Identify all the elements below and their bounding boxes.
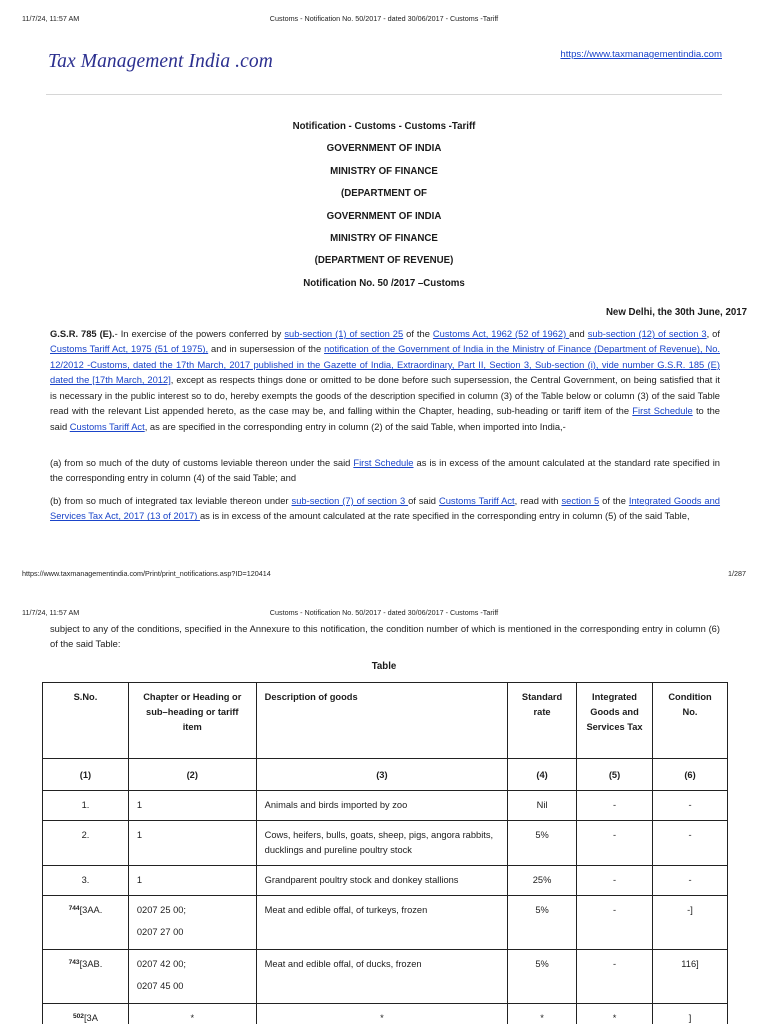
- col-header-standard-rate: Standard rate: [508, 683, 577, 759]
- link-section-5[interactable]: section 5: [561, 496, 600, 506]
- col-header-igst: Integrated Goods and Services Tax: [577, 683, 653, 759]
- site-url-link[interactable]: https://www.taxmanagementindia.com: [560, 49, 722, 60]
- cell-description: Animals and birds imported by zoo: [256, 791, 507, 821]
- site-logo[interactable]: Tax Management India .com: [48, 51, 273, 72]
- notification-heading: [0, 121, 768, 300]
- col-header-condition: Condition No.: [653, 683, 728, 759]
- cell-description: *: [256, 1004, 507, 1024]
- cell-rate: 5%: [508, 950, 577, 1004]
- cell-chapter: 1: [128, 791, 256, 821]
- link-customs-act[interactable]: Customs Act, 1962 (52 of 1962): [432, 329, 570, 339]
- page-number: 1/287: [728, 569, 746, 578]
- cell-igst: -: [577, 896, 653, 950]
- cell-condition: -: [653, 791, 728, 821]
- amendment-marker: 502: [72, 1013, 84, 1020]
- col-number: (2): [128, 759, 256, 791]
- header-divider: [46, 94, 722, 95]
- cell-igst: -: [577, 950, 653, 1004]
- print-title: Customs - Notification No. 50/2017 - dated 30/06/2017 - Customs -Tariff: [269, 14, 499, 23]
- cell-condition: -]: [653, 896, 728, 950]
- page-two: [0, 600, 768, 1024]
- heading-ministry-2: MINISTRY OF FINANCE: [330, 232, 438, 244]
- link-section-25[interactable]: sub-section (1) of section 25: [284, 329, 404, 339]
- cell-sno: 1.: [43, 791, 129, 821]
- link-customs-tariff-act-2[interactable]: Customs Tariff Act: [438, 496, 515, 506]
- cell-rate: *: [508, 1004, 577, 1024]
- cell-rate: 5%: [508, 821, 577, 866]
- link-customs-tariff-act-1975[interactable]: Customs Tariff Act, 1975 (51 of 1975),: [50, 344, 209, 355]
- col-number: (3): [256, 759, 507, 791]
- heading-dept: (DEPARTMENT OF: [341, 188, 427, 200]
- cell-sno: $^{743}$[3AB.: [43, 950, 129, 1004]
- cell-condition: ]: [653, 1004, 728, 1024]
- heading-ministry: MINISTRY OF FINANCE: [330, 165, 438, 177]
- paragraph-clause-a: (a) from so much of the duty of customs leviable thereon under the said First Schedule as is in excess of the amount calculated at the standard rate specified in the corresponding entry in column (4) of the said Table; and: [50, 458, 720, 484]
- cell-igst: -: [577, 821, 653, 866]
- print-header: [22, 14, 746, 24]
- print-title-2: Customs - Notification No. 50/2017 - dated 30/06/2017 - Customs -Tariff: [269, 608, 499, 617]
- table-caption: Table: [371, 661, 397, 672]
- cell-chapter: 1: [128, 821, 256, 866]
- heading-gov: GOVERNMENT OF INDIA: [326, 143, 442, 155]
- cell-rate: Nil: [508, 791, 577, 821]
- page-break: [0, 590, 768, 600]
- cell-description: Meat and edible offal, of ducks, frozen: [256, 950, 507, 1004]
- link-first-schedule[interactable]: First Schedule: [632, 406, 693, 417]
- cell-igst: -: [577, 791, 653, 821]
- cell-description: Meat and edible offal, of turkeys, frozen: [256, 896, 507, 950]
- cell-sno: 3.: [43, 866, 129, 896]
- cell-igst: -: [577, 866, 653, 896]
- cell-chapter: 1: [128, 866, 256, 896]
- heading-dept-revenue: (DEPARTMENT OF REVENUE): [314, 255, 454, 267]
- cell-condition: -: [653, 866, 728, 896]
- amendment-marker: 743: [68, 959, 80, 966]
- cell-sno: 2.: [43, 821, 129, 866]
- print-timestamp-2: 11/7/24, 11:57 AM: [22, 608, 80, 617]
- gsr-number: G.S.R. 785 (E).: [50, 329, 115, 339]
- link-igst-act[interactable]: Integrated Goods and Services Tax Act, 2017 (13 of 2017): [50, 496, 721, 522]
- cell-chapter: 0207 42 00; 0207 45 00: [128, 950, 256, 1004]
- amendment-marker: 744: [68, 905, 80, 912]
- cell-chapter: 0207 25 00; 0207 27 00: [128, 896, 256, 950]
- col-number: (4): [508, 759, 577, 791]
- cell-rate: 25%: [508, 866, 577, 896]
- link-section-3[interactable]: sub-section (12) of section 3: [587, 329, 707, 339]
- cell-sno: $^{744}$[3AA.: [43, 896, 129, 950]
- col-number: (5): [577, 759, 653, 791]
- cell-chapter: *: [128, 1004, 256, 1024]
- dateline: New Delhi, the 30th June, 2017: [605, 307, 747, 318]
- paragraph-preamble: G.S.R. 785 (E).- In exercise of the powers conferred by sub-section (1) of section 25 of the Customs Act, 1962 (52 of 1962) and sub-section (12) of section 3, of Customs Tariff Act, 1975 (51 of 1975), and in supersession of the notification of the Government of India in the Ministry of Finance (Department of Revenue), No. 12/2012 -Customs, dated the 17th March, 2017 published in the Gazette of India, Extraordinary, Part II, Section 3, Sub-section (i), vide number G.S.R. 185 (E) dated the [17th March, 2012], except as respects things done or omitted to be done before such supersession, the Central Government, on being satisfied that it is necessary in the public interest so to do, hereby exempts the goods of the description specified in column (3) of the Table below or column (3) of the said Table read with the relevant List appended hereto, as the case may be, and falling within the Chapter, heading, sub-heading or tariff item of the First Schedule to the said Customs Tariff Act, as are specified in the corresponding entry in column (2) of the said Table, when imported into India,-: [50, 329, 720, 432]
- cell-condition: 116]: [653, 950, 728, 1004]
- link-section-3-7[interactable]: sub-section (7) of section 3: [291, 496, 409, 506]
- cell-description: Grandparent poultry stock and donkey stallions: [256, 866, 507, 896]
- cell-igst: *: [577, 1004, 653, 1024]
- link-first-schedule-2[interactable]: First Schedule: [353, 458, 414, 468]
- paragraph-clause-b: (b) from so much of integrated tax leviable thereon under sub-section (7) of section 3 of said Customs Tariff Act, read with section 5 of the Integrated Goods and Services Tax Act, 2017 (13 of 2017) as is in excess of the amount calculated at the rate specified in the corresponding entry in column (5) of the said Table,: [50, 496, 721, 522]
- col-number: (1): [43, 759, 129, 791]
- col-header-sno: S.No.: [43, 683, 129, 759]
- heading-gov-2: GOVERNMENT OF INDIA: [326, 210, 442, 222]
- cell-description: Cows, heifers, bulls, goats, sheep, pigs, angora rabbits, ducklings and pureline poultry stock: [256, 821, 507, 866]
- cell-sno: $^{502}$[3A: [43, 1004, 129, 1024]
- col-header-description: Description of goods: [256, 683, 507, 759]
- link-superseded-notification[interactable]: notification of the Government of India in the Ministry of Finance (Department of Revenue), No. 12/2012 -Customs, dated the 17th March, 2017 published in the Gazette of India, Extraordinary, Part II, Section 3, Sub-section (i), vide number G.S.R. 185 (E) dated the [17th March, 2012]: [50, 344, 720, 386]
- print-footer-url: https://www.taxmanagementindia.com/Print/print_notifications.asp?ID=120414: [22, 569, 271, 578]
- col-header-chapter: Chapter or Heading or sub–heading or tariff item: [128, 683, 256, 759]
- paragraph-continuation: subject to any of the conditions, specified in the Annexure to this notification, the condition number of which is mentioned in the corresponding entry in column (6) of the said Table:: [50, 624, 720, 650]
- cell-rate: 5%: [508, 896, 577, 950]
- heading-category: Notification - Customs - Customs -Tariff: [292, 121, 476, 132]
- print-timestamp: 11/7/24, 11:57 AM: [22, 14, 80, 23]
- cell-condition: -: [653, 821, 728, 866]
- col-number: (6): [653, 759, 728, 791]
- link-customs-tariff-act[interactable]: Customs Tariff Act: [69, 421, 145, 432]
- heading-notification-no: Notification No. 50 /2017 –Customs: [303, 277, 465, 289]
